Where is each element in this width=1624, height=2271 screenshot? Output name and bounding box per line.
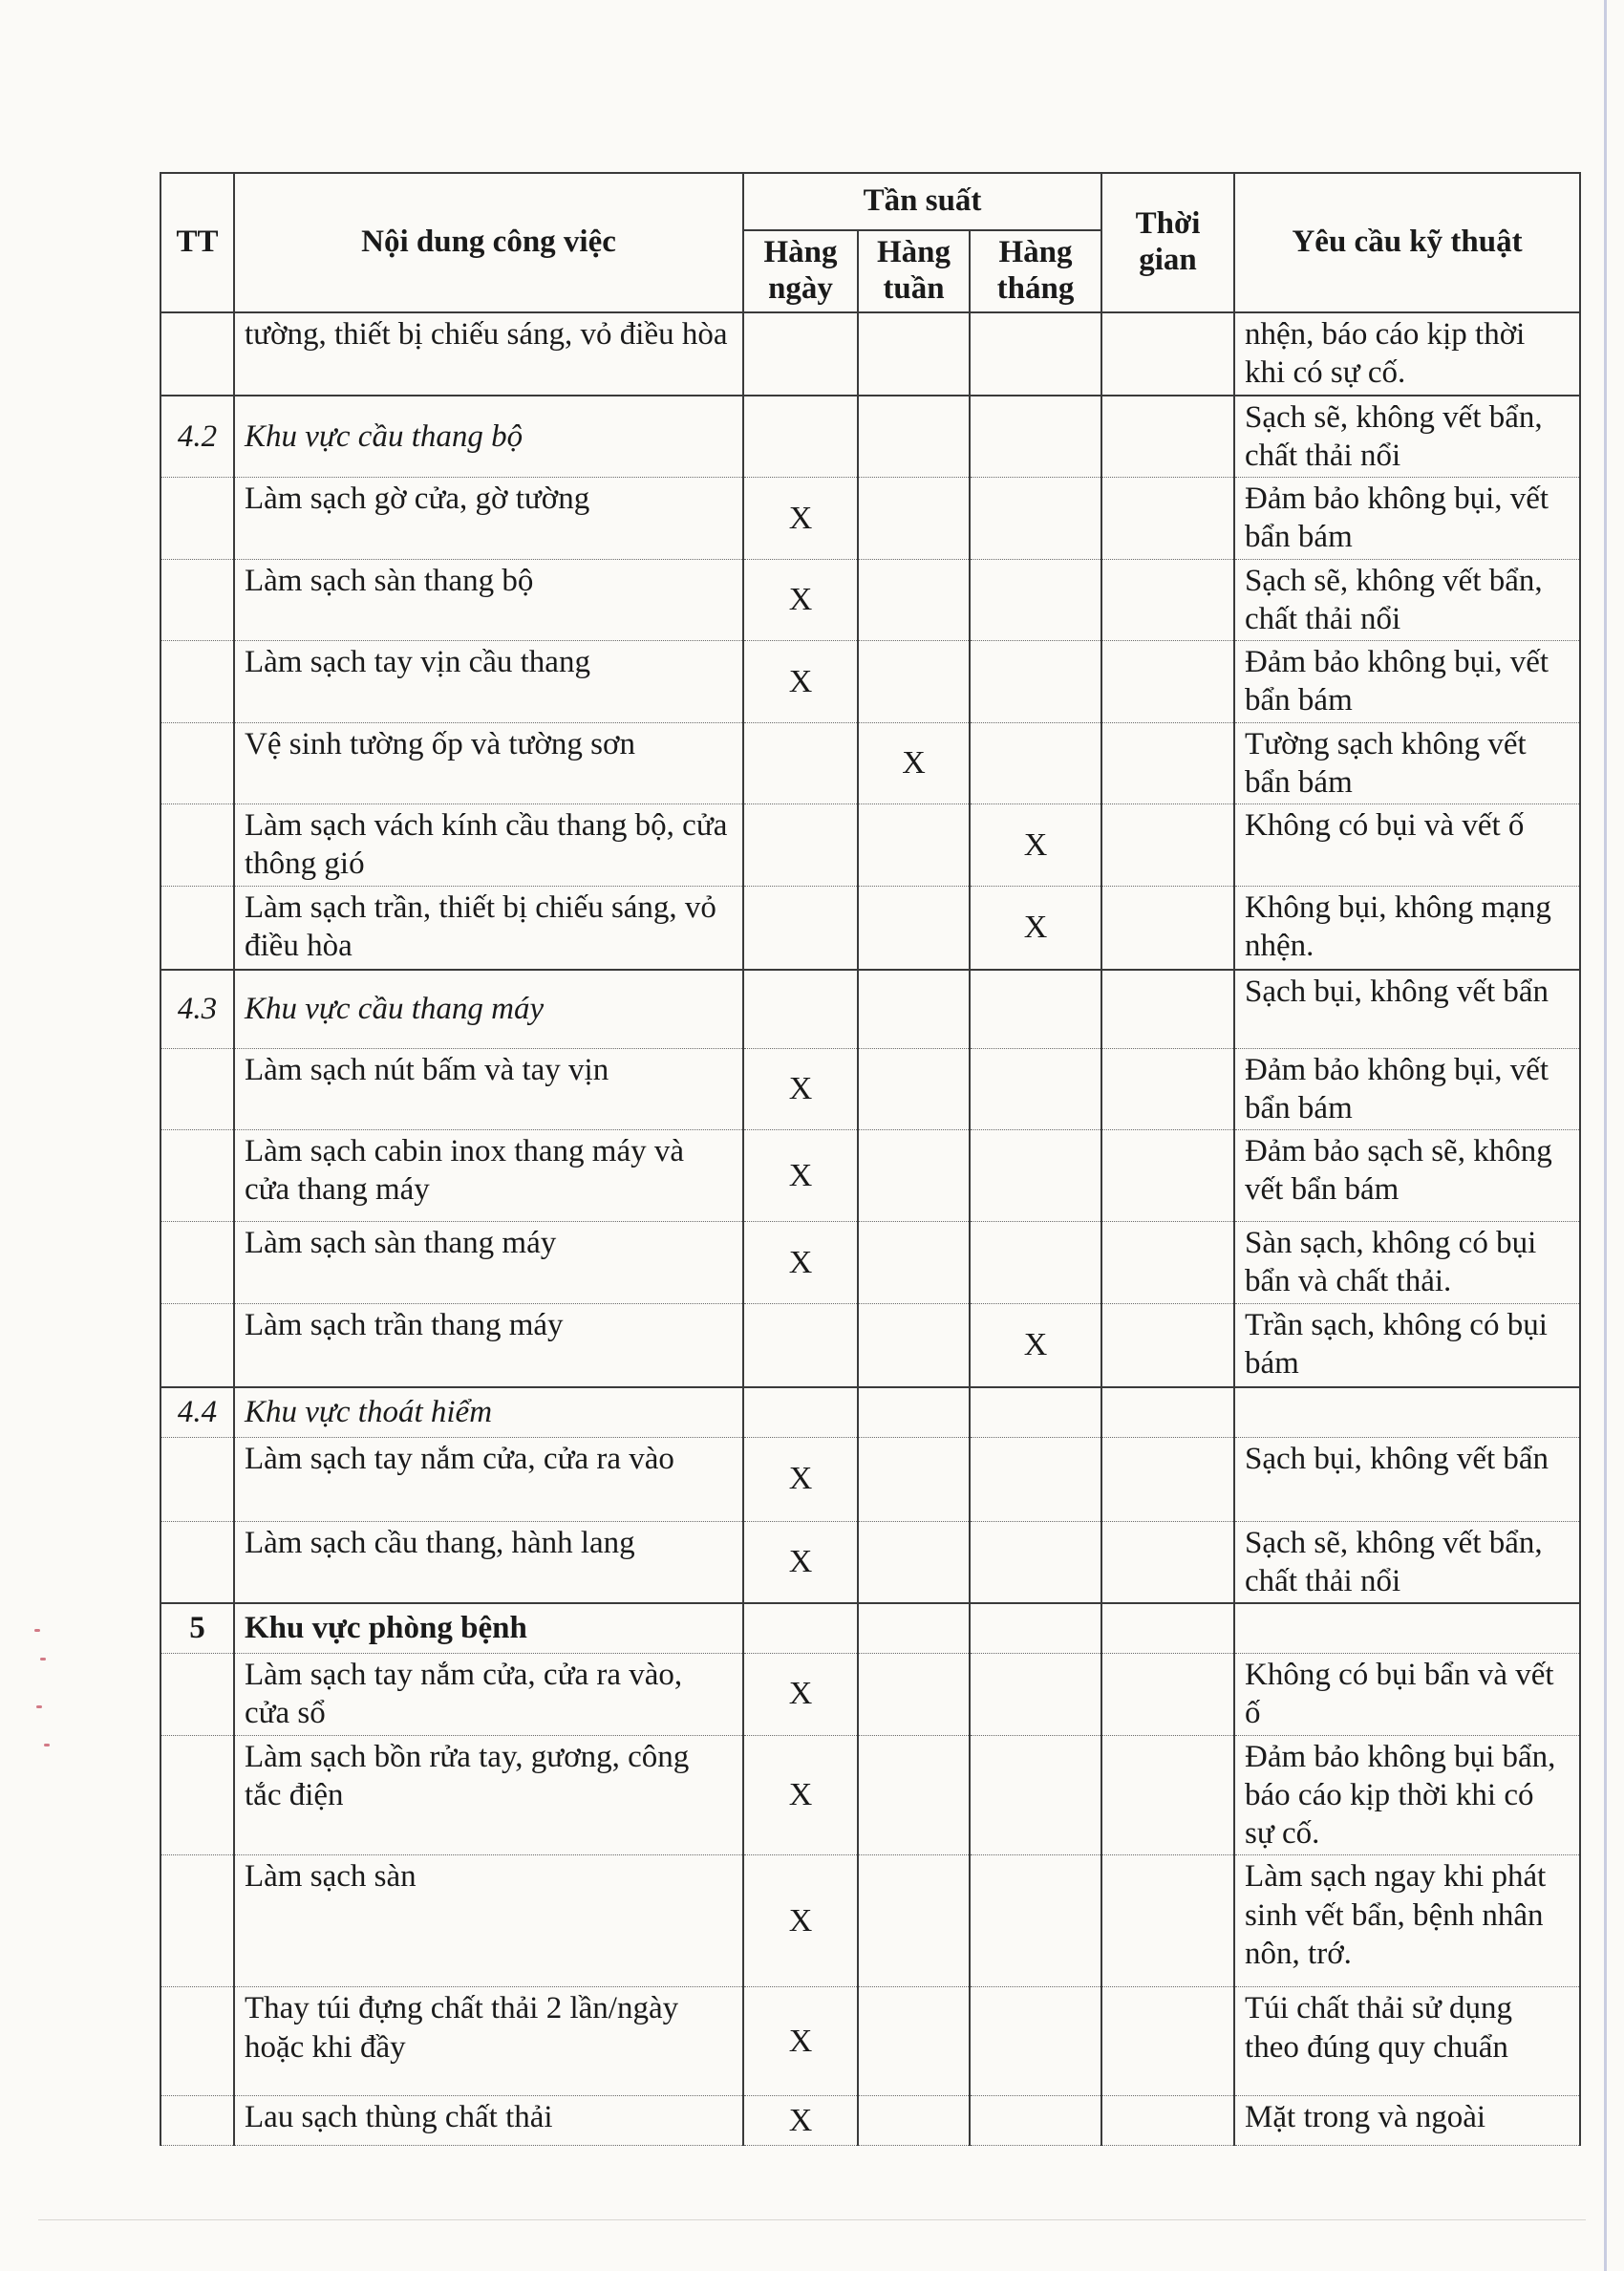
row-content: Làm sạch sàn thang bộ: [234, 559, 743, 641]
row-requirement: Tường sạch không vết bẩn bám: [1234, 722, 1580, 804]
row-weekly: [858, 970, 970, 1048]
row-monthly: [970, 559, 1101, 641]
row-content: Khu vực phòng bệnh: [234, 1603, 743, 1653]
row-time: [1101, 641, 1234, 723]
row-weekly: [858, 1048, 970, 1130]
row-requirement: Sàn sạch, không có bụi bẩn và chất thải.: [1234, 1222, 1580, 1304]
row-tt: 5: [160, 1603, 234, 1653]
row-weekly: [858, 1130, 970, 1222]
scan-edge: [1604, 0, 1607, 2271]
row-content: Làm sạch trần thang máy: [234, 1303, 743, 1387]
row-monthly: [970, 1048, 1101, 1130]
row-weekly: [858, 1387, 970, 1437]
table-row: [160, 804, 1580, 887]
row-requirement: Sạch bụi, không vết bẩn: [1234, 1437, 1580, 1521]
row-requirement: Sạch sẽ, không vết bẩn, chất thải nổi: [1234, 396, 1580, 478]
row-content: tường, thiết bị chiếu sáng, vỏ điều hòa: [234, 312, 743, 396]
table-row: [160, 312, 1580, 396]
row-monthly: [970, 312, 1101, 396]
row-requirement: Đảm bảo không bụi bẩn, báo cáo kịp thời khi có sự cố.: [1234, 1735, 1580, 1855]
row-monthly: [970, 1222, 1101, 1304]
row-monthly: X: [970, 886, 1101, 970]
header-weekly: Hàng tuần: [858, 230, 970, 312]
row-tt: [160, 886, 234, 970]
row-tt: [160, 1437, 234, 1521]
row-requirement: nhện, báo cáo kịp thời khi có sự cố.: [1234, 312, 1580, 396]
row-monthly: [970, 478, 1101, 560]
row-tt: [160, 804, 234, 887]
row-time: [1101, 1387, 1234, 1437]
table-row: [160, 722, 1580, 804]
table-row: [160, 1130, 1580, 1222]
row-daily: X: [743, 1855, 858, 1987]
row-time: [1101, 1521, 1234, 1603]
scan-bottom-line: [38, 2219, 1586, 2220]
row-requirement: [1234, 1387, 1580, 1437]
row-content: Khu vực cầu thang bộ: [234, 396, 743, 478]
table-row: [160, 1303, 1580, 1387]
row-monthly: [970, 1987, 1101, 2096]
row-tt: [160, 478, 234, 560]
row-weekly: [858, 1303, 970, 1387]
row-requirement: Không bụi, không mạng nhện.: [1234, 886, 1580, 970]
table-row: [160, 886, 1580, 970]
row-monthly: X: [970, 1303, 1101, 1387]
table-row: [160, 1222, 1580, 1304]
row-time: [1101, 478, 1234, 560]
row-tt: [160, 1521, 234, 1603]
row-monthly: [970, 1603, 1101, 1653]
row-daily: [743, 1303, 858, 1387]
row-time: [1101, 396, 1234, 478]
row-content: Khu vực thoát hiểm: [234, 1387, 743, 1437]
row-content: Vệ sinh tường ốp và tường sơn: [234, 722, 743, 804]
header-requirements: Yêu cầu kỹ thuật: [1234, 173, 1580, 312]
row-time: [1101, 2096, 1234, 2146]
row-weekly: [858, 312, 970, 396]
row-weekly: [858, 886, 970, 970]
row-monthly: [970, 396, 1101, 478]
row-tt: [160, 1735, 234, 1855]
table-row: [160, 1387, 1580, 1437]
row-tt: [160, 722, 234, 804]
row-tt: [160, 1987, 234, 2096]
row-tt: [160, 2096, 234, 2146]
row-weekly: [858, 1521, 970, 1603]
row-daily: X: [743, 1521, 858, 1603]
table-row: [160, 1521, 1580, 1603]
row-requirement: Không có bụi và vết ố: [1234, 804, 1580, 887]
row-weekly: [858, 1855, 970, 1987]
row-time: [1101, 1855, 1234, 1987]
row-time: [1101, 1048, 1234, 1130]
table-row: [160, 396, 1580, 478]
row-weekly: [858, 559, 970, 641]
row-daily: X: [743, 1130, 858, 1222]
row-weekly: [858, 1987, 970, 2096]
row-weekly: [858, 1653, 970, 1735]
header-content: Nội dung công việc: [234, 173, 743, 312]
row-monthly: [970, 1130, 1101, 1222]
row-monthly: [970, 1521, 1101, 1603]
row-content: Làm sạch vách kính cầu thang bộ, cửa thông gió: [234, 804, 743, 887]
row-content: Làm sạch cầu thang, hành lang: [234, 1521, 743, 1603]
row-monthly: [970, 1437, 1101, 1521]
row-time: [1101, 1130, 1234, 1222]
row-daily: [743, 312, 858, 396]
table-row: [160, 478, 1580, 560]
row-tt: [160, 1222, 234, 1304]
table-row: [160, 1603, 1580, 1653]
row-weekly: [858, 2096, 970, 2146]
row-time: [1101, 1303, 1234, 1387]
row-requirement: Túi chất thải sử dụng theo đúng quy chuẩn: [1234, 1987, 1580, 2096]
row-daily: [743, 722, 858, 804]
row-weekly: [858, 1222, 970, 1304]
row-monthly: [970, 1653, 1101, 1735]
row-time: [1101, 1653, 1234, 1735]
row-weekly: X: [858, 722, 970, 804]
row-daily: X: [743, 641, 858, 723]
row-content: Lau sạch thùng chất thải: [234, 2096, 743, 2146]
row-daily: [743, 970, 858, 1048]
row-tt: [160, 1130, 234, 1222]
row-content: Làm sạch bồn rửa tay, gương, công tắc điện: [234, 1735, 743, 1855]
row-weekly: [858, 1603, 970, 1653]
row-daily: X: [743, 1048, 858, 1130]
row-requirement: Không có bụi bẩn và vết ố: [1234, 1653, 1580, 1735]
row-daily: [743, 1603, 858, 1653]
row-daily: X: [743, 1987, 858, 2096]
header-tt: TT: [160, 173, 234, 312]
row-tt: [160, 1303, 234, 1387]
row-weekly: [858, 478, 970, 560]
row-daily: [743, 1387, 858, 1437]
row-time: [1101, 312, 1234, 396]
row-tt: [160, 1048, 234, 1130]
header-daily: Hàng ngày: [743, 230, 858, 312]
row-tt: 4.3: [160, 970, 234, 1048]
row-time: [1101, 722, 1234, 804]
header-monthly: Hàng tháng: [970, 230, 1101, 312]
row-daily: X: [743, 2096, 858, 2146]
table-row: [160, 1048, 1580, 1130]
row-monthly: [970, 722, 1101, 804]
header-frequency: Tần suất: [743, 173, 1101, 230]
table-row: [160, 1855, 1580, 1987]
row-time: [1101, 1603, 1234, 1653]
row-daily: X: [743, 1653, 858, 1735]
row-weekly: [858, 641, 970, 723]
row-tt: [160, 1855, 234, 1987]
row-weekly: [858, 1735, 970, 1855]
row-tt: [160, 312, 234, 396]
header-time: Thời gian: [1101, 173, 1234, 312]
row-weekly: [858, 804, 970, 887]
row-content: Làm sạch sàn thang máy: [234, 1222, 743, 1304]
table-row: [160, 1735, 1580, 1855]
row-tt: 4.4: [160, 1387, 234, 1437]
row-requirement: Làm sạch ngay khi phát sinh vết bẩn, bệnh nhân nôn, trớ.: [1234, 1855, 1580, 1987]
row-daily: X: [743, 1222, 858, 1304]
row-content: Làm sạch cabin inox thang máy và cửa thang máy: [234, 1130, 743, 1222]
row-weekly: [858, 396, 970, 478]
row-time: [1101, 1987, 1234, 2096]
row-tt: 4.2: [160, 396, 234, 478]
row-time: [1101, 1735, 1234, 1855]
row-content: Làm sạch gờ cửa, gờ tường: [234, 478, 743, 560]
row-requirement: Đảm bảo không bụi, vết bẩn bám: [1234, 641, 1580, 723]
row-content: Làm sạch sàn: [234, 1855, 743, 1987]
row-content: Làm sạch trần, thiết bị chiếu sáng, vỏ điều hòa: [234, 886, 743, 970]
row-requirement: Sạch sẽ, không vết bẩn, chất thải nổi: [1234, 559, 1580, 641]
row-content: Khu vực cầu thang máy: [234, 970, 743, 1048]
table-row: [160, 1437, 1580, 1521]
row-monthly: [970, 1855, 1101, 1987]
row-daily: [743, 396, 858, 478]
table-row: [160, 2096, 1580, 2146]
row-daily: X: [743, 478, 858, 560]
row-monthly: [970, 1387, 1101, 1437]
row-requirement: Mặt trong và ngoài: [1234, 2096, 1580, 2146]
row-requirement: Đảm bảo không bụi, vết bẩn bám: [1234, 1048, 1580, 1130]
row-requirement: [1234, 1603, 1580, 1653]
row-content: Làm sạch tay vịn cầu thang: [234, 641, 743, 723]
row-content: Làm sạch tay nắm cửa, cửa ra vào: [234, 1437, 743, 1521]
row-time: [1101, 804, 1234, 887]
row-monthly: [970, 2096, 1101, 2146]
row-time: [1101, 886, 1234, 970]
row-requirement: Sạch bụi, không vết bẩn: [1234, 970, 1580, 1048]
row-content: Thay túi đựng chất thải 2 lần/ngày hoặc khi đầy: [234, 1987, 743, 2096]
row-tt: [160, 1653, 234, 1735]
row-daily: [743, 804, 858, 887]
row-daily: X: [743, 1437, 858, 1521]
cleaning-schedule-table: [160, 172, 1581, 2146]
table-row: [160, 1987, 1580, 2096]
row-monthly: [970, 970, 1101, 1048]
table-row: [160, 559, 1580, 641]
row-tt: [160, 559, 234, 641]
row-time: [1101, 1437, 1234, 1521]
row-monthly: X: [970, 804, 1101, 887]
row-requirement: Đảm bảo không bụi, vết bẩn bám: [1234, 478, 1580, 560]
row-requirement: Đảm bảo sạch sẽ, không vết bẩn bám: [1234, 1130, 1580, 1222]
row-requirement: Trần sạch, không có bụi bám: [1234, 1303, 1580, 1387]
scan-specks: [31, 1629, 59, 1753]
row-daily: X: [743, 1735, 858, 1855]
row-daily: X: [743, 559, 858, 641]
row-time: [1101, 559, 1234, 641]
table-row: [160, 1653, 1580, 1735]
row-requirement: Sạch sẽ, không vết bẩn, chất thải nổi: [1234, 1521, 1580, 1603]
row-weekly: [858, 1437, 970, 1521]
row-content: Làm sạch nút bấm và tay vịn: [234, 1048, 743, 1130]
table-row: [160, 970, 1580, 1048]
row-monthly: [970, 1735, 1101, 1855]
row-time: [1101, 970, 1234, 1048]
table-row: [160, 641, 1580, 723]
row-time: [1101, 1222, 1234, 1304]
row-tt: [160, 641, 234, 723]
row-monthly: [970, 641, 1101, 723]
row-daily: [743, 886, 858, 970]
row-content: Làm sạch tay nắm cửa, cửa ra vào, cửa sổ: [234, 1653, 743, 1735]
